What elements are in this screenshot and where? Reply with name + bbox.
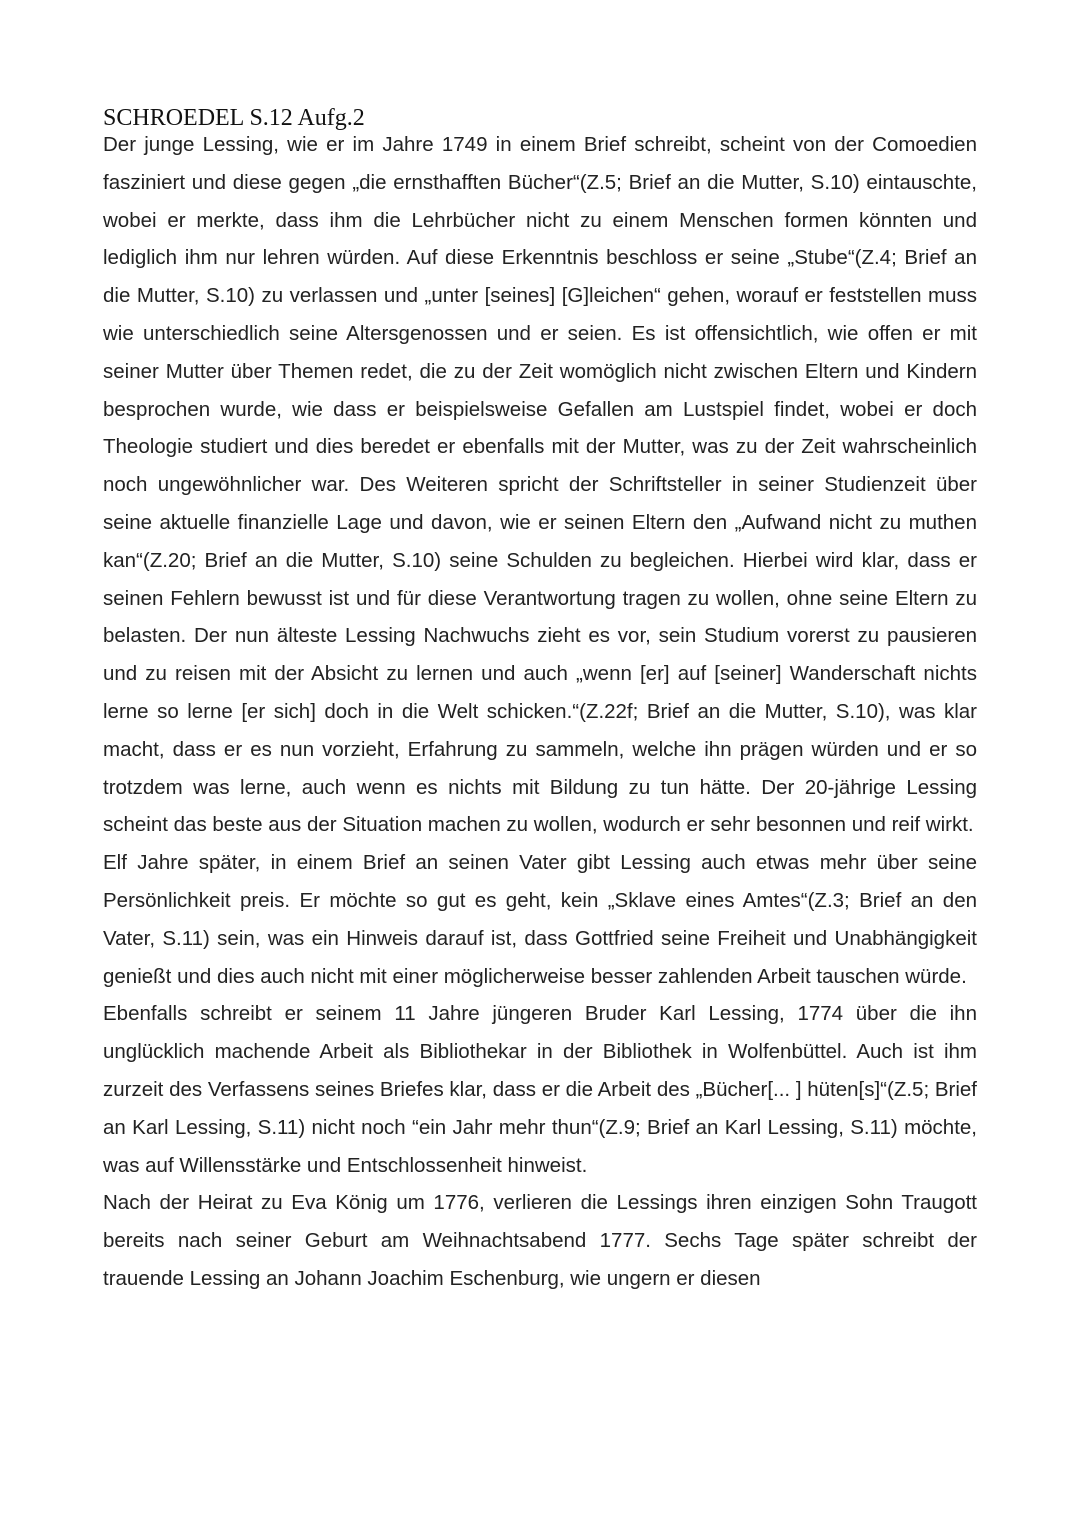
paragraph-letter-to-eschenburg: Nach der Heirat zu Eva König um 1776, verlieren die Lessings ihren einzigen Sohn Traugott bereits nach seiner Geburt am Weihnachtsabend 1777. Sechs Tage später schreibt der trauende Lessing an Johann Joachim Eschenburg, wie ungern er diesen <box>103 1191 977 1290</box>
paragraph-early-letter: Der junge Lessing, wie er im Jahre 1749 in einem Brief schreibt, scheint von der Comoedien fasziniert und diese gegen „die ernsthafften Bücher“(Z.5; Brief an die Mutter, S.10) eintauschte, wobei er merkte, dass ihm die Lehrbücher nicht zu einem Menschen formen könnten und lediglich ihm nur lehren würden. Auf diese Erkenntnis beschloss er seine „Stube“(Z.4; Brief an die Mutter, S.10) zu verlassen und „unter [seines] [G]leichen“ gehen, worauf er feststellen muss wie unterschiedlich seine Altersgenossen und er seien. Es ist offensichtlich, wie offen er mit seiner Mutter über Themen redet, die zu der Zeit womöglich nicht zwischen Eltern und Kindern besprochen wurde, wie dass er beispielsweise Gefallen am Lustspiel findet, wobei er doch Theologie studiert und dies beredet er ebenfalls mit der Mutter, was zu der Zeit wahrscheinlich noch ungewöhnlicher war. Des Weiteren spricht der Schriftsteller in seiner Studienzeit über seine aktuelle finanzielle Lage und davon, wie er seinen Eltern den „Aufwand nicht zu muthen kan“(Z.20; Brief an die Mutter, S.10) seine Schulden zu begleichen. Hierbei wird klar, dass er seinen Fehlern bewusst ist und für diese Verantwortung tragen zu wollen, ohne seine Eltern zu belasten. Der nun älteste Lessing Nachwuchs zieht es vor, sein Studium vorerst zu pausieren und zu reisen mit der Absicht zu lernen und auch „wenn [er] auf [seiner] Wanderschaft nichts lerne so lerne [er sich] doch in die Welt schicken.“(Z.22f; Brief an die Mutter, S.10), was klar macht, dass er es nun vorzieht, Erfahrung zu sammeln, welche ihn prägen würden und er so trotzdem was lerne, auch wenn es nichts mit Bildung zu tun hätte. Der 20-jährige Lessing scheint das beste aus der Situation machen zu wollen, wodurch er sehr besonnen und reif wirkt. <box>103 133 977 837</box>
document-heading: SCHROEDEL S.12 Aufg.2 <box>103 105 365 131</box>
paragraph-letter-to-brother: Ebenfalls schreibt er seinem 11 Jahre jüngeren Bruder Karl Lessing, 1774 über die ihn unglücklich machende Arbeit als Bibliothekar in der Bibliothek in Wolfenbüttel. Auch ist ihm zurzeit des Verfassens seines Briefes klar, dass er die Arbeit des „Bücher[... ] hüten[s]“(Z.5; Brief an Karl Lessing, S.11) nicht noch “ein Jahr mehr thun“(Z.9; Brief an Karl Lessing, S.11) möchte, was auf Willensstärke und Entschlossenheit hinweist. <box>103 1002 977 1177</box>
paragraph-letter-to-father: Elf Jahre später, in einem Brief an seinen Vater gibt Lessing auch etwas mehr über seine Persönlichkeit preis. Er möchte so gut es geht, kein „Sklave eines Amtes“(Z.3; Brief an den Vater, S.11) sein, was ein Hinweis darauf ist, dass Gottfried seine Freiheit und Unabhängigkeit genießt und dies auch nicht mit einer möglicherweise besser zahlenden Arbeit tauschen würde. <box>103 851 977 988</box>
document-body <box>103 126 977 1298</box>
